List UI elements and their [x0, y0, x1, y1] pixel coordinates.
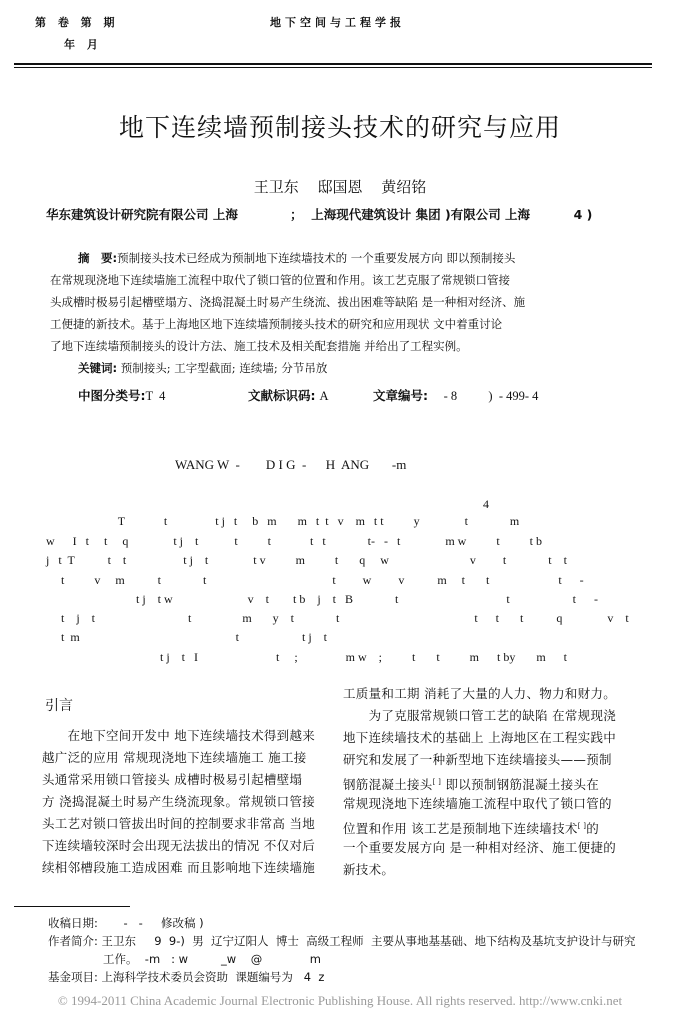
footnote-bio: 作者简介: 王卫东 9 9-) 男 辽宁辽阳人 博士 高级工程师 主要从事地基基础、地下结构及基坑支护设计与研究 — [48, 934, 636, 948]
journal-year-month: 年 月 — [64, 38, 102, 51]
footnote-rule — [14, 906, 130, 907]
body-line: 越广泛的应用 常规现浇地下连续墙施工 施工接 — [42, 750, 307, 765]
keywords-label: 关键词: — [78, 361, 118, 375]
keywords-value: 预制接头; 工字型截面; 连续墙; 分节吊放 — [120, 361, 328, 375]
copyright-watermark: © 1994-2011 China Academic Journal Electronic Publishing House. All rights reserved. http://www.cnki.net — [57, 993, 623, 1008]
body-line: 方 浇捣混凝土时易产生绕流现象。常规锁口管接 — [42, 794, 316, 809]
english-abstract-line: t m t t j t — [46, 630, 328, 644]
header-rule — [14, 63, 652, 65]
abstract-label: 摘 要 — [78, 251, 113, 265]
body-line: 新技术。 — [343, 862, 395, 877]
section-heading-intro: 引言 — [45, 698, 73, 714]
footnote-fund: 基金项目: 上海科学技术委员会资助 课题编号为 4 z — [48, 970, 325, 984]
citation: [ ] — [577, 822, 587, 830]
document-code: 文献标识码: A — [248, 388, 329, 403]
english-abstract-line: T t t j t b m m t t v m t t y t m — [46, 514, 520, 528]
abstract-line: 头成槽时极易引起槽壁塌方、浇捣混凝土时易产生绕流、拔出困难等缺陷 是一种相对经济、施 — [50, 295, 526, 309]
body-line: 常规现浇地下连续墙施工流程中取代了锁口管的 — [343, 796, 612, 811]
body-line: 位置和作用 该工艺是预制地下连续墙技术[ ]的 — [343, 821, 600, 837]
header-rule-thin — [14, 67, 652, 68]
affiliation: 华东建筑设计研究院有限公司 上海 ； 上海现代建筑设计 集团 )有限公司 上海 4 ) — [46, 207, 593, 222]
english-abstract-line: t j t t m y t t t t t q v t — [46, 611, 629, 625]
abstract-line: 在常规现浇地下连续墙施工流程中取代了锁口管的位置和作用。该工艺克服了常规锁口管接 — [50, 273, 510, 287]
english-affiliation: 4 — [483, 497, 489, 511]
abstract-line: 预制接头技术已经成为预制地下连续墙技术的 一个重要发展方向 即以预制接头 — [117, 251, 516, 265]
authors: 王卫东 邸国恩 黄绍铭 — [253, 178, 427, 196]
abstract-line: 了地下连续墙预制接头的设计方法、施工技术及相关配套措施 并给出了工程实例。 — [50, 339, 468, 353]
body-line: 下连续墙较深时会出现无法拔出的情况 不仅对后 — [42, 838, 316, 853]
english-abstract-line: t v m t t t w v m t t t - — [46, 573, 584, 587]
footnote-bio-cont: 工作。 -m : w _w @ m — [103, 952, 321, 966]
body-line: 地下连续墙技术的基础上 上海地区在工程实践中 — [343, 730, 617, 745]
article-number: 文章编号: - 8 ) - 499- 4 — [373, 388, 539, 403]
body-line: 研究和发展了一种新型地下连续墙接头——预制 — [343, 752, 612, 767]
english-abstract-line: w I t t q t j t t t t t t- - t m w t t b — [46, 534, 542, 548]
body-line: 钢筋混凝土接头[ ] 即以预制钢筋混凝土接头在 — [343, 777, 600, 793]
abstract-line: 工便捷的新技术。基于上海地区地下连续墙预制接头技术的研究和应用现状 文中着重讨论 — [50, 317, 503, 331]
clc-number: 中图分类号:T 4 — [78, 388, 166, 403]
body-line: 为了克服常规锁口管工艺的缺陷 在常规现浇 — [343, 708, 617, 723]
journal-name: 地下空间与工程学报 — [270, 16, 405, 29]
body-line: 在地下空间开发中 地下连续墙技术得到越来 — [42, 728, 316, 743]
journal-volume-issue: 第 卷 第 期 — [35, 16, 119, 29]
english-abstract-line: t j t I t ; m w ; t t m t by m t — [46, 650, 568, 664]
body-line: 头工艺对锁口管拔出时间的控制要求非常高 当地 — [42, 816, 316, 831]
citation: [ ] — [432, 778, 442, 786]
paper-title: 地下连续墙预制接头技术的研究与应用 — [118, 113, 561, 142]
english-abstract-line: j t T t t t j t t v m t q w v t t t — [46, 553, 567, 567]
footnote-received: 收稿日期: - - 修改稿 ) — [48, 916, 204, 930]
body-line: 一个重要发展方向 是一种相对经济、施工便捷的 — [343, 840, 617, 855]
body-line: 头通常采用锁口管接头 成槽时极易引起槽壁塌 — [42, 772, 303, 787]
english-authors: WANG W - D I G - H ANG -m — [175, 457, 407, 472]
body-line: 续相邻槽段施工造成困难 而且影响地下连续墙施 — [42, 860, 316, 875]
english-abstract-line: t j t w v t t b j t B t t t - — [46, 592, 599, 606]
body-line: 工质量和工期 消耗了大量的人力、物力和财力。 — [343, 686, 617, 701]
